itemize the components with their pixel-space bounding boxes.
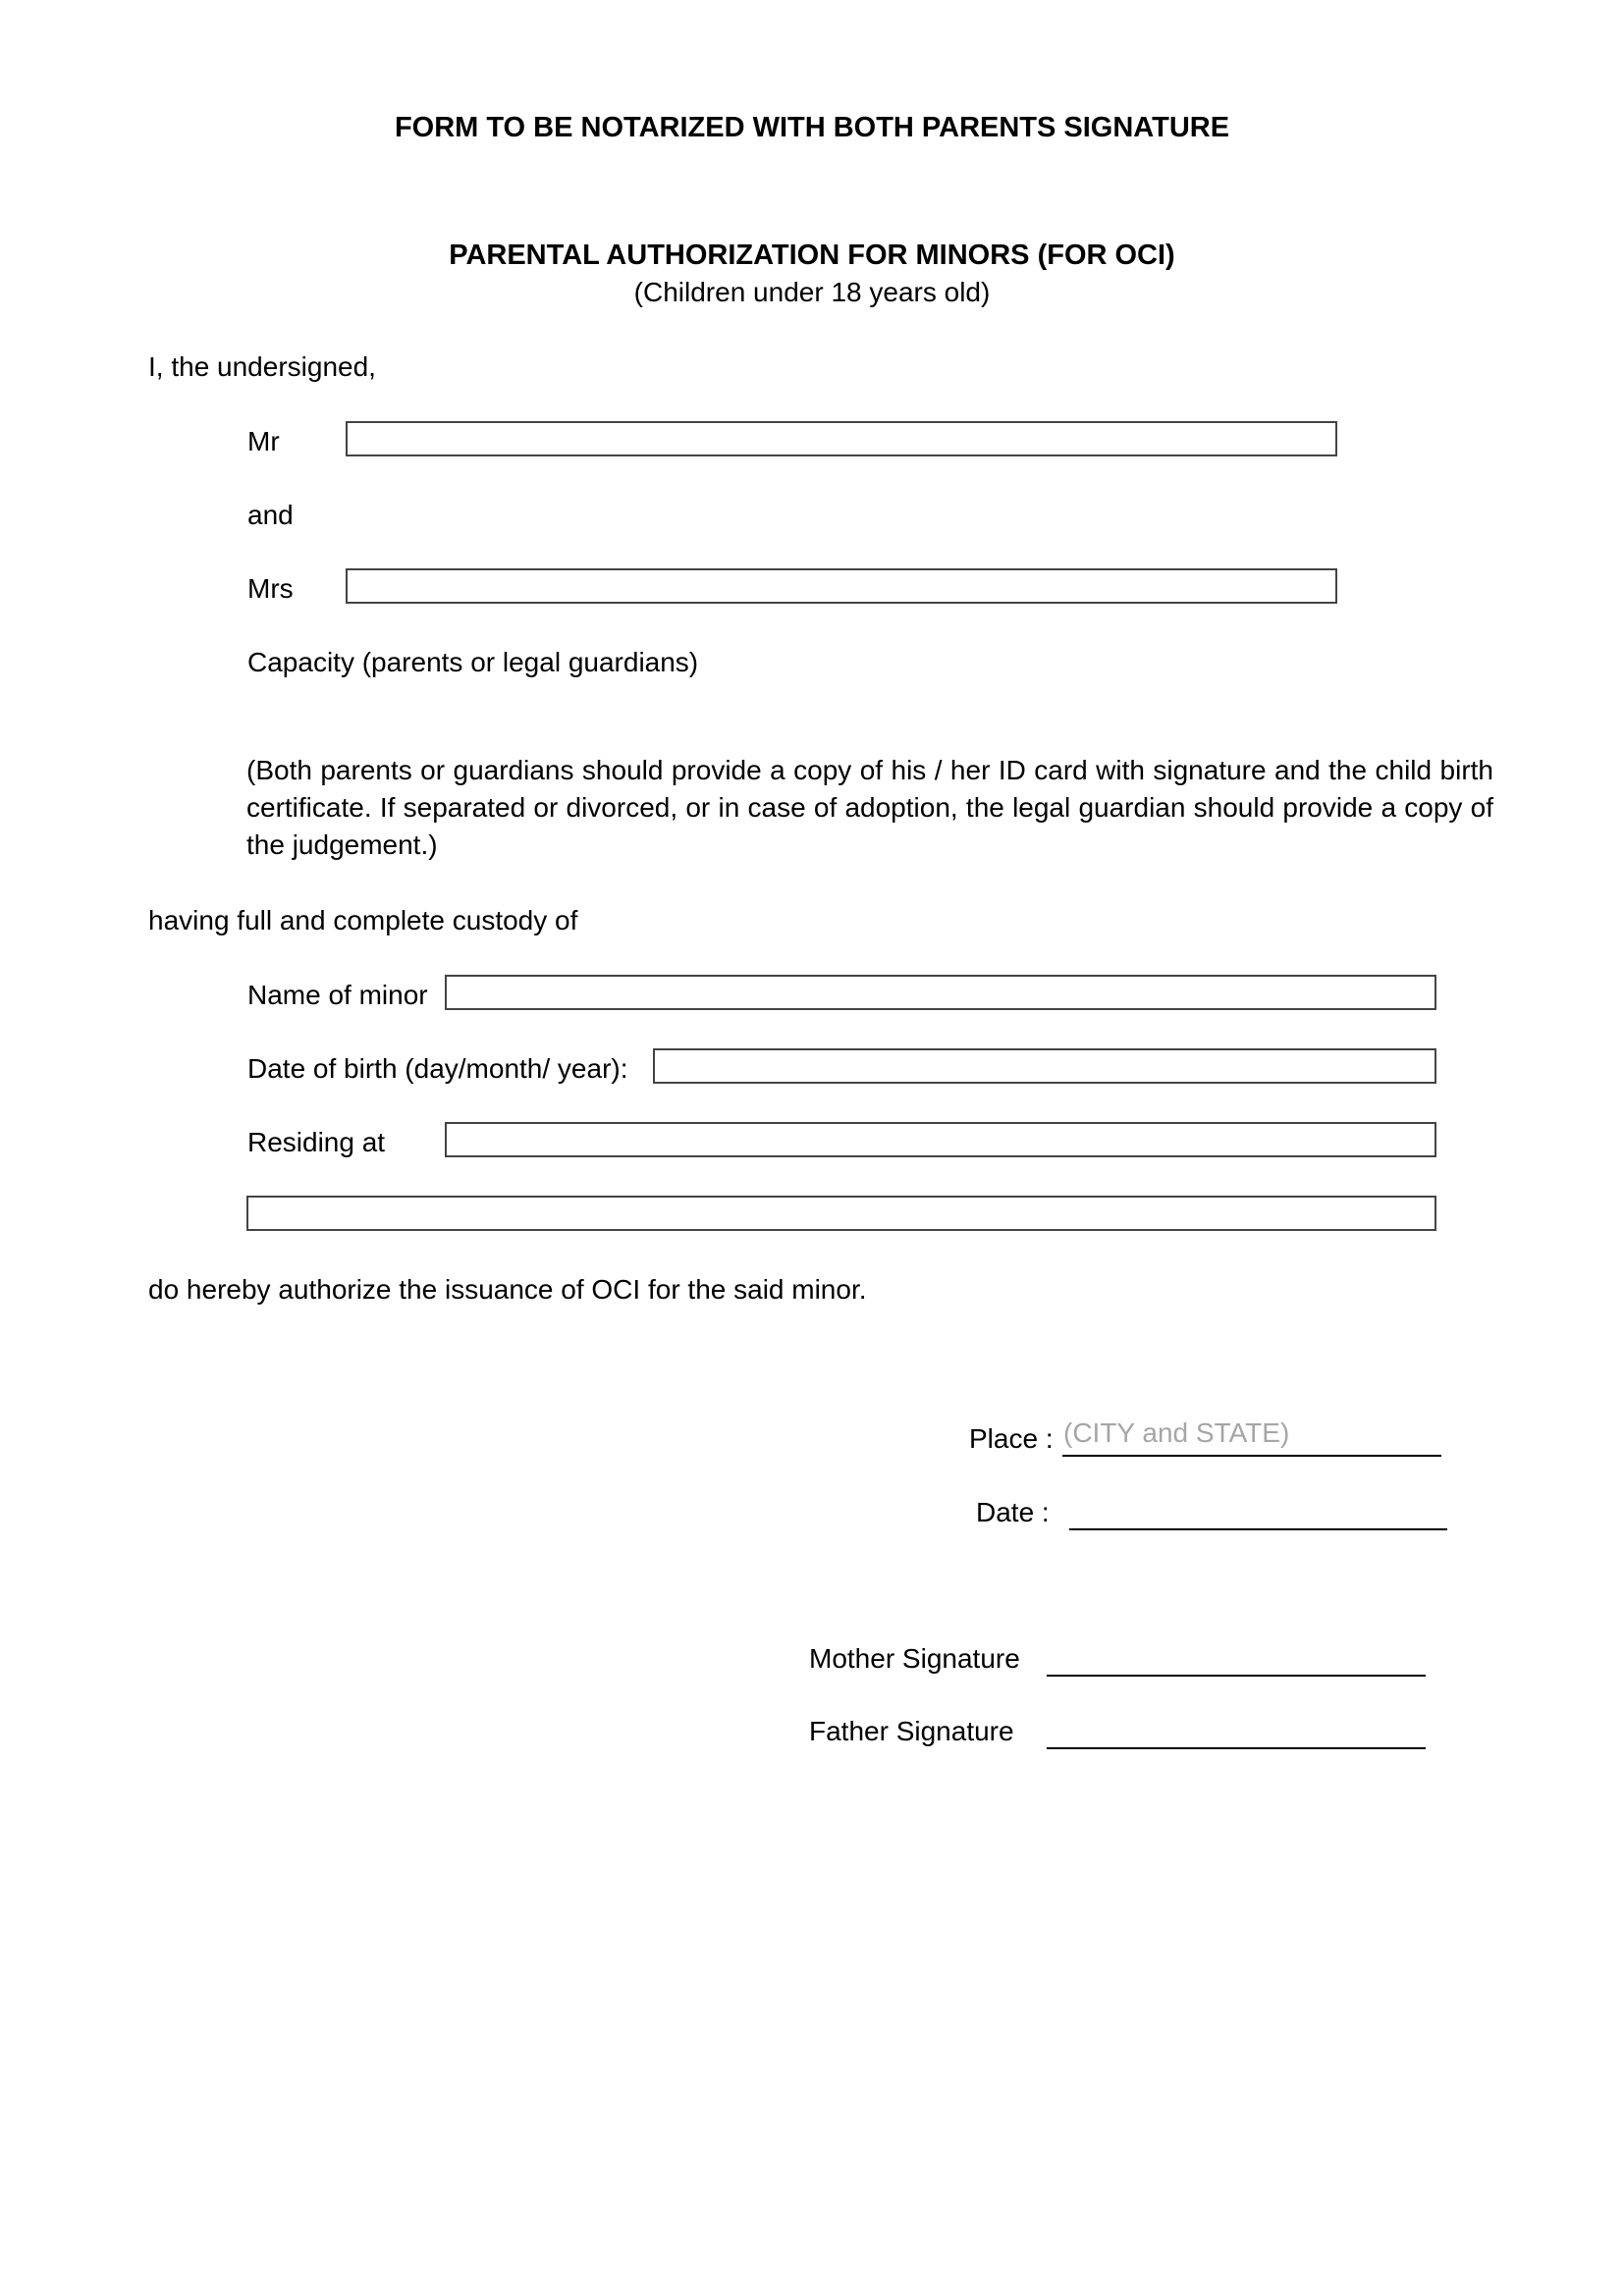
notarization-notice: FORM TO BE NOTARIZED WITH BOTH PARENTS SIGNATURE — [394, 112, 1230, 143]
minor-name-field[interactable] — [445, 975, 1436, 1010]
mrs-label: Mrs — [247, 573, 294, 604]
father-signature-label: Father Signature — [809, 1716, 1014, 1746]
mr-name-field[interactable] — [346, 421, 1337, 456]
intro-text: I, the undersigned, — [148, 351, 376, 382]
form-subtitle: (Children under 18 years old) — [633, 277, 991, 307]
mother-signature-label: Mother Signature — [809, 1643, 1020, 1674]
place-line[interactable] — [1062, 1455, 1441, 1457]
dob-label: Date of birth (day/month/ year): — [247, 1053, 628, 1084]
date-line[interactable] — [1069, 1528, 1447, 1530]
authorization-text: do hereby authorize the issuance of OCI for the said minor. — [148, 1274, 867, 1305]
form-title: PARENTAL AUTHORIZATION FOR MINORS (FOR OCI) — [449, 240, 1175, 271]
place-label: Place : — [969, 1423, 1054, 1454]
mother-signature-line[interactable] — [1047, 1675, 1426, 1677]
father-signature-line[interactable] — [1047, 1747, 1426, 1749]
instructions-paragraph: (Both parents or guardians should provide a copy of his / her ID card with signature and the child birth certificate. If separated or divorced, or in case of adoption, the legal guardian should provide a copy of the judgement.) — [246, 755, 1493, 860]
and-label: and — [247, 500, 294, 530]
capacity-label: Capacity (parents or legal guardians) — [247, 647, 699, 677]
date-label: Date : — [976, 1497, 1050, 1527]
place-placeholder: (CITY and STATE) — [1063, 1417, 1290, 1448]
dob-field[interactable] — [653, 1048, 1436, 1084]
residing-field-line-1[interactable] — [445, 1122, 1436, 1157]
mrs-name-field[interactable] — [346, 568, 1337, 604]
minor-name-label: Name of minor — [247, 980, 428, 1010]
custody-text: having full and complete custody of — [148, 905, 578, 935]
mr-label: Mr — [247, 426, 280, 456]
residing-label: Residing at — [247, 1127, 386, 1157]
residing-field-line-2[interactable] — [246, 1196, 1436, 1231]
